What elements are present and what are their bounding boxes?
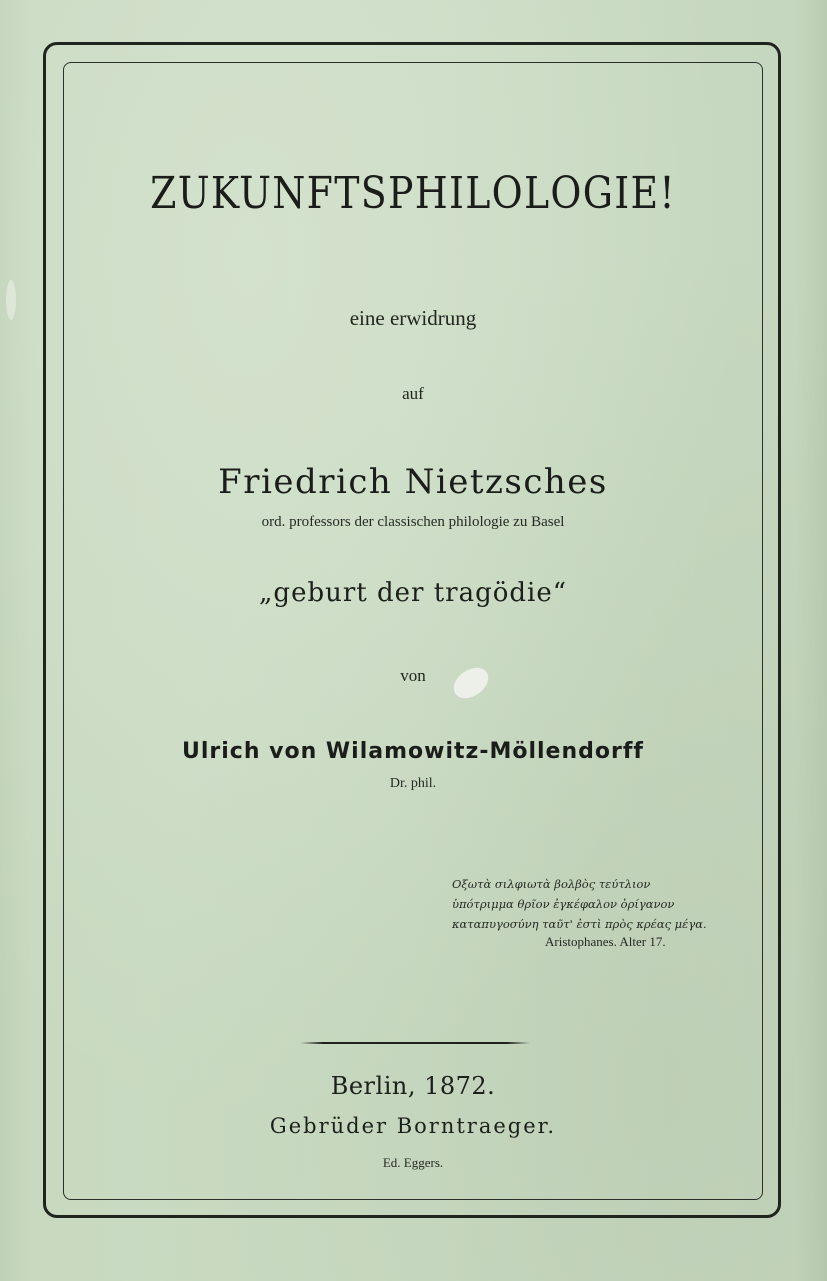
target-work-title: „geburt der tragödie“ <box>258 578 568 608</box>
imprint-publisher: Gebrüder Borntraeger. <box>269 1114 557 1138</box>
inner-border-frame <box>63 62 763 1200</box>
subtitle-erwidrung: eine erwidrung <box>349 306 477 330</box>
imprint-editor: Ed. Eggers. <box>382 1155 444 1170</box>
author-name: Ulrich von Wilamowitz-Möllendorff <box>181 739 644 764</box>
author-degree: Dr. phil. <box>389 776 437 791</box>
motto-source: Aristophanes. Alter 17. <box>545 934 666 949</box>
divider-rule <box>300 1042 530 1044</box>
motto-line-3: καταπυγοσύνη ταῦτ' ἐστὶ πρὸς κρέας μέγα. <box>452 917 707 931</box>
by-label: von <box>400 666 426 685</box>
paper-stain <box>6 280 16 320</box>
motto-line-1: Οξωτὰ σιλφιωτὰ βολβὸς τεύτλιον <box>452 877 651 891</box>
target-author-description: ord. professors der classischen philologie zu Basel <box>261 514 565 530</box>
imprint-place-year: Berlin, 1872. <box>330 1072 496 1100</box>
motto-line-2: ὑπότριμμα θρῖον ἐγκέφαλον ὀρίγανον <box>452 897 675 911</box>
subtitle-auf: auf <box>402 384 424 403</box>
book-title: ZUKUNFTSPHILOLOGIE! <box>150 168 676 219</box>
greek-motto <box>452 874 752 934</box>
target-author-name: Friedrich Nietzsches <box>218 462 608 502</box>
